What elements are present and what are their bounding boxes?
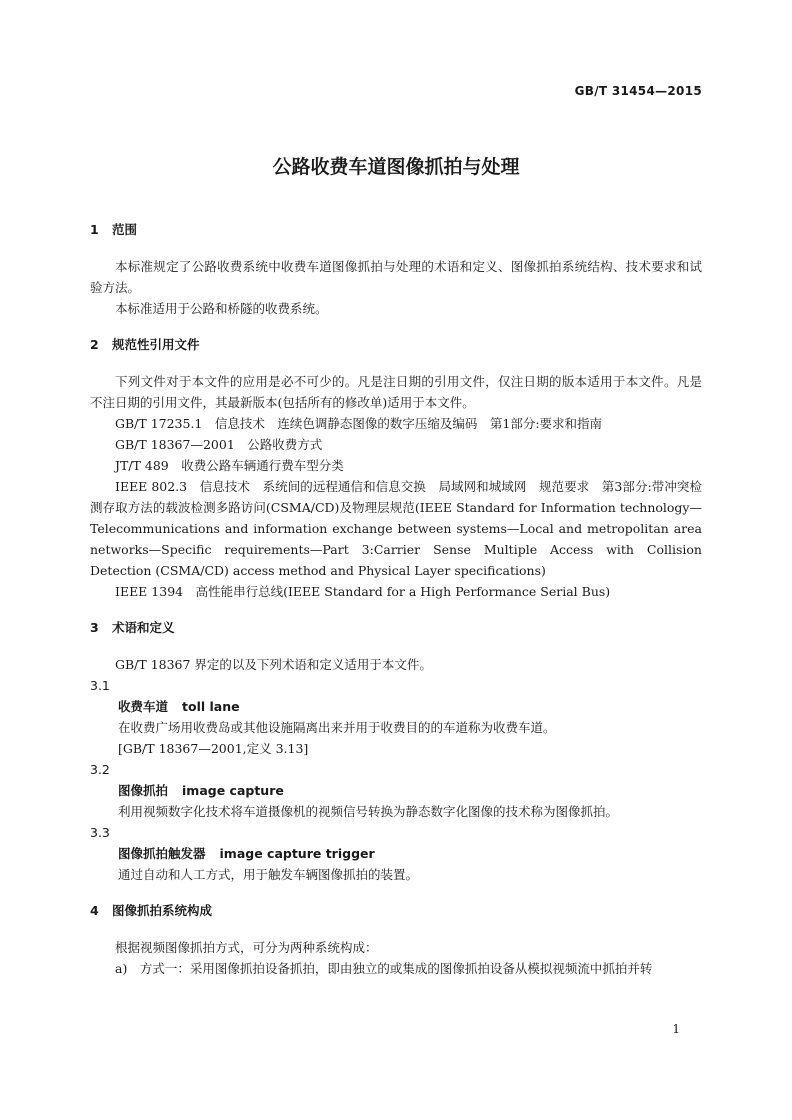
references-intro: 下列文件对于本文件的应用是必不可少的。凡是注日期的引用文件，仅注日期的版本适用于本文件。凡是不注日期的引用文件，其最新版本(包括所有的修改单)适用于本文件。 xyxy=(90,374,702,410)
term-name-zh: 收费车道 xyxy=(118,699,169,714)
term-name xyxy=(90,780,702,801)
section-4-heading xyxy=(90,901,702,921)
section-1-heading xyxy=(90,220,702,240)
page-number: 1 xyxy=(672,1022,680,1036)
scope-paragraph-1: 本标准规定了公路收费系统中收费车道图像抓拍与处理的术语和定义、图像抓拍系统结构、技术要求和试验方法。 xyxy=(90,259,702,295)
term-definition: 利用视频数字化技术将车道摄像机的视频信号转换为静态数字化图像的技术称为图像抓拍。 xyxy=(118,804,619,819)
section-3-heading xyxy=(90,618,702,638)
section-2-heading xyxy=(90,335,702,355)
term-name-zh: 图像抓拍 xyxy=(118,783,169,798)
document-title: 公路收费车道图像抓拍与处理 xyxy=(272,156,520,178)
list-item-a: a) 方式一：采用图像抓拍设备抓拍，即由独立的或集成的图像抓拍设备从模拟视频流中抓拍并转 xyxy=(115,961,653,976)
standard-code: GB/T 31454—2015 xyxy=(574,84,702,98)
term-number: 3.3 xyxy=(90,825,110,840)
section-title: 图像抓拍系统构成 xyxy=(112,903,213,918)
term-number: 3.1 xyxy=(90,678,110,693)
section-number: 4 xyxy=(90,903,99,918)
reference-item-ieee-8023: IEEE 802.3 信息技术 系统间的远程通信和信息交换 局域网和城域网 规范要求 第3部分:带冲突检测存取方法的载波检测多路访问(CSMA/CD)及物理层规范(IEEE Standard for Information technology—Telecommunications and information exchange between systems—Local and metropolitan area networks—Specific requirements—Part 3:Carrier Sense Multiple Access with Collision Detection (CSMA/CD) access method and Physical Layer specifications) xyxy=(90,479,702,578)
document-body xyxy=(90,220,702,979)
section-number: 3 xyxy=(90,620,99,635)
scope-paragraph-2: 本标准适用于公路和桥隧的收费系统。 xyxy=(115,301,328,316)
term-definition: 在收费广场用收费岛或其他设施隔离出来并用于收费目的的车道称为收费车道。 xyxy=(118,720,556,735)
reference-item: JT/T 489 收费公路车辆通行费车型分类 xyxy=(115,458,344,473)
term-name-en: toll lane xyxy=(182,699,240,714)
term-number: 3.2 xyxy=(90,762,110,777)
term-name xyxy=(90,843,702,864)
term-name-en: image capture xyxy=(182,783,284,798)
section-title: 术语和定义 xyxy=(112,620,175,635)
section-title: 规范性引用文件 xyxy=(112,337,200,352)
reference-item: GB/T 18367—2001 公路收费方式 xyxy=(115,437,323,452)
term-name-zh: 图像抓拍触发器 xyxy=(118,846,206,861)
term-definition: 通过自动和人工方式，用于触发车辆图像抓拍的装置。 xyxy=(118,867,419,882)
term-name xyxy=(90,696,702,717)
section-title: 范围 xyxy=(112,222,138,237)
term-name-en: image capture trigger xyxy=(219,846,375,861)
reference-item-ieee-1394: IEEE 1394 高性能串行总线(IEEE Standard for a High Performance Serial Bus) xyxy=(115,584,611,599)
reference-item: GB/T 17235.1 信息技术 连续色调静态图像的数字压缩及编码 第1部分:要求和指南 xyxy=(115,416,603,431)
section-number: 1 xyxy=(90,222,99,237)
terms-intro: GB/T 18367 界定的以及下列术语和定义适用于本文件。 xyxy=(115,657,432,672)
term-source: [GB/T 18367—2001,定义 3.13] xyxy=(118,741,309,756)
section-number: 2 xyxy=(90,337,99,352)
system-intro: 根据视频图像抓拍方式，可分为两种系统构成： xyxy=(115,940,378,955)
